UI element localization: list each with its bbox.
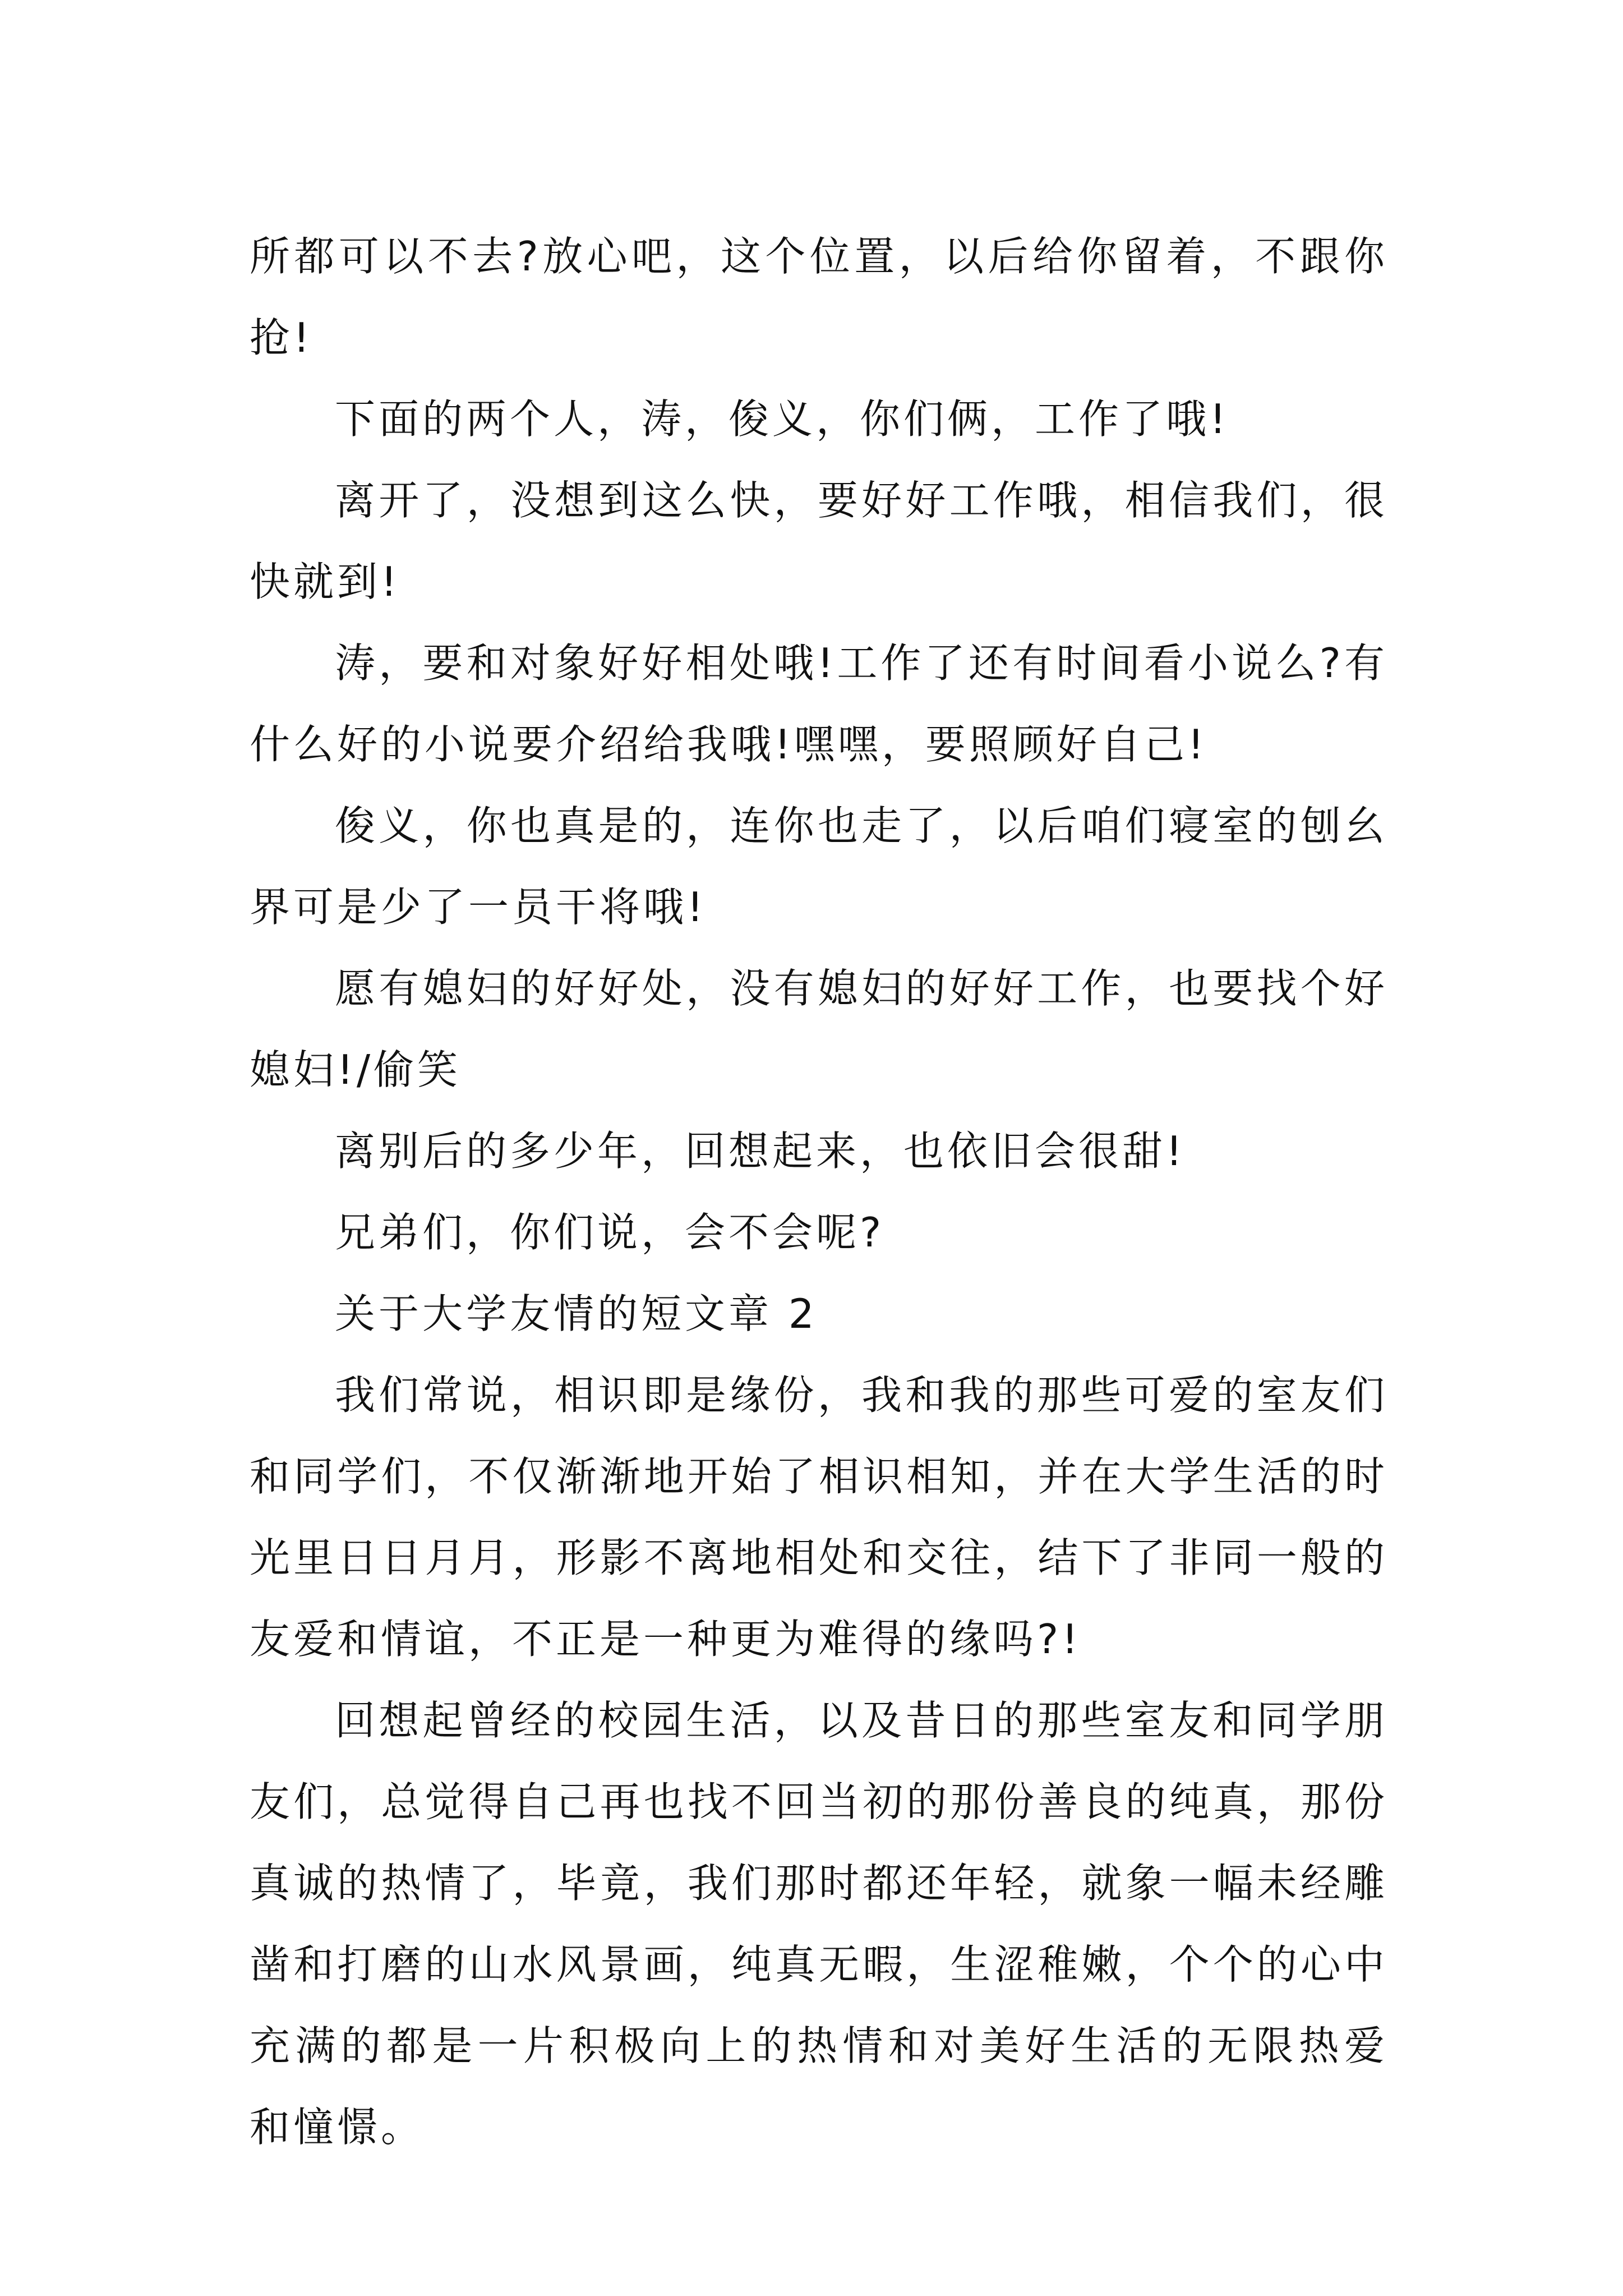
text-line: 和憧憬。 (250, 2104, 425, 2151)
text-line: 涛，要和对象好好相处哦!工作了还有时间看小说么?有 (335, 639, 1388, 687)
text-line: 快就到! (250, 558, 400, 605)
text-line: 友们，总觉得自己再也找不回当初的那份善良的纯真，那份 (250, 1778, 1388, 1825)
text-line: 真诚的热情了，毕竟，我们那时都还年轻，就象一幅未经雕 (250, 1860, 1388, 1907)
body-text (250, 216, 1388, 2168)
text-line: 俊义，你也真是的，连你也走了，以后咱们寝室的刨幺 (335, 802, 1388, 849)
text-line: 兄弟们，你们说，会不会呢? (335, 1209, 885, 1256)
text-line: 充满的都是一片积极向上的热情和对美好生活的无限热爱 (250, 2022, 1388, 2069)
text-line: 凿和打磨的山水风景画，纯真无暇，生涩稚嫩，个个的心中 (250, 1941, 1388, 1988)
text-line: 界可是少了一员干将哦! (250, 884, 707, 931)
text-line: 和同学们，不仅渐渐地开始了相识相知，并在大学生活的时 (250, 1453, 1388, 1500)
text-line: 友爱和情谊，不正是一种更为难得的缘吗?! (250, 1616, 1082, 1663)
section-heading: 关于大学友情的短文章 2 (335, 1290, 818, 1337)
text-line: 抢! (250, 314, 313, 361)
text-line: 什么好的小说要介绍给我哦!嘿嘿，要照顾好自己! (250, 721, 1207, 768)
text-line: 我们常说，相识即是缘份，我和我的那些可爱的室友们 (335, 1372, 1388, 1419)
text-line: 下面的两个人，涛，俊义，你们俩，工作了哦! (335, 395, 1229, 443)
text-line: 愿有媳妇的好好处，没有媳妇的好好工作，也要找个好 (335, 965, 1388, 1012)
text-line: 光里日日月月，形影不离地相处和交往，结下了非同一般的 (250, 1534, 1388, 1581)
text-line: 所都可以不去?放心吧，这个位置，以后给你留着，不跟你 (250, 233, 1388, 280)
text-line: 回想起曾经的校园生活，以及昔日的那些室友和同学朋 (335, 1697, 1388, 1744)
text-line: 媳妇!/偷笑 (250, 1046, 462, 1093)
text-line: 离开了，没想到这么快，要好好工作哦，相信我们，很 (335, 477, 1388, 524)
text-line: 离别后的多少年，回想起来，也依旧会很甜! (335, 1128, 1186, 1175)
